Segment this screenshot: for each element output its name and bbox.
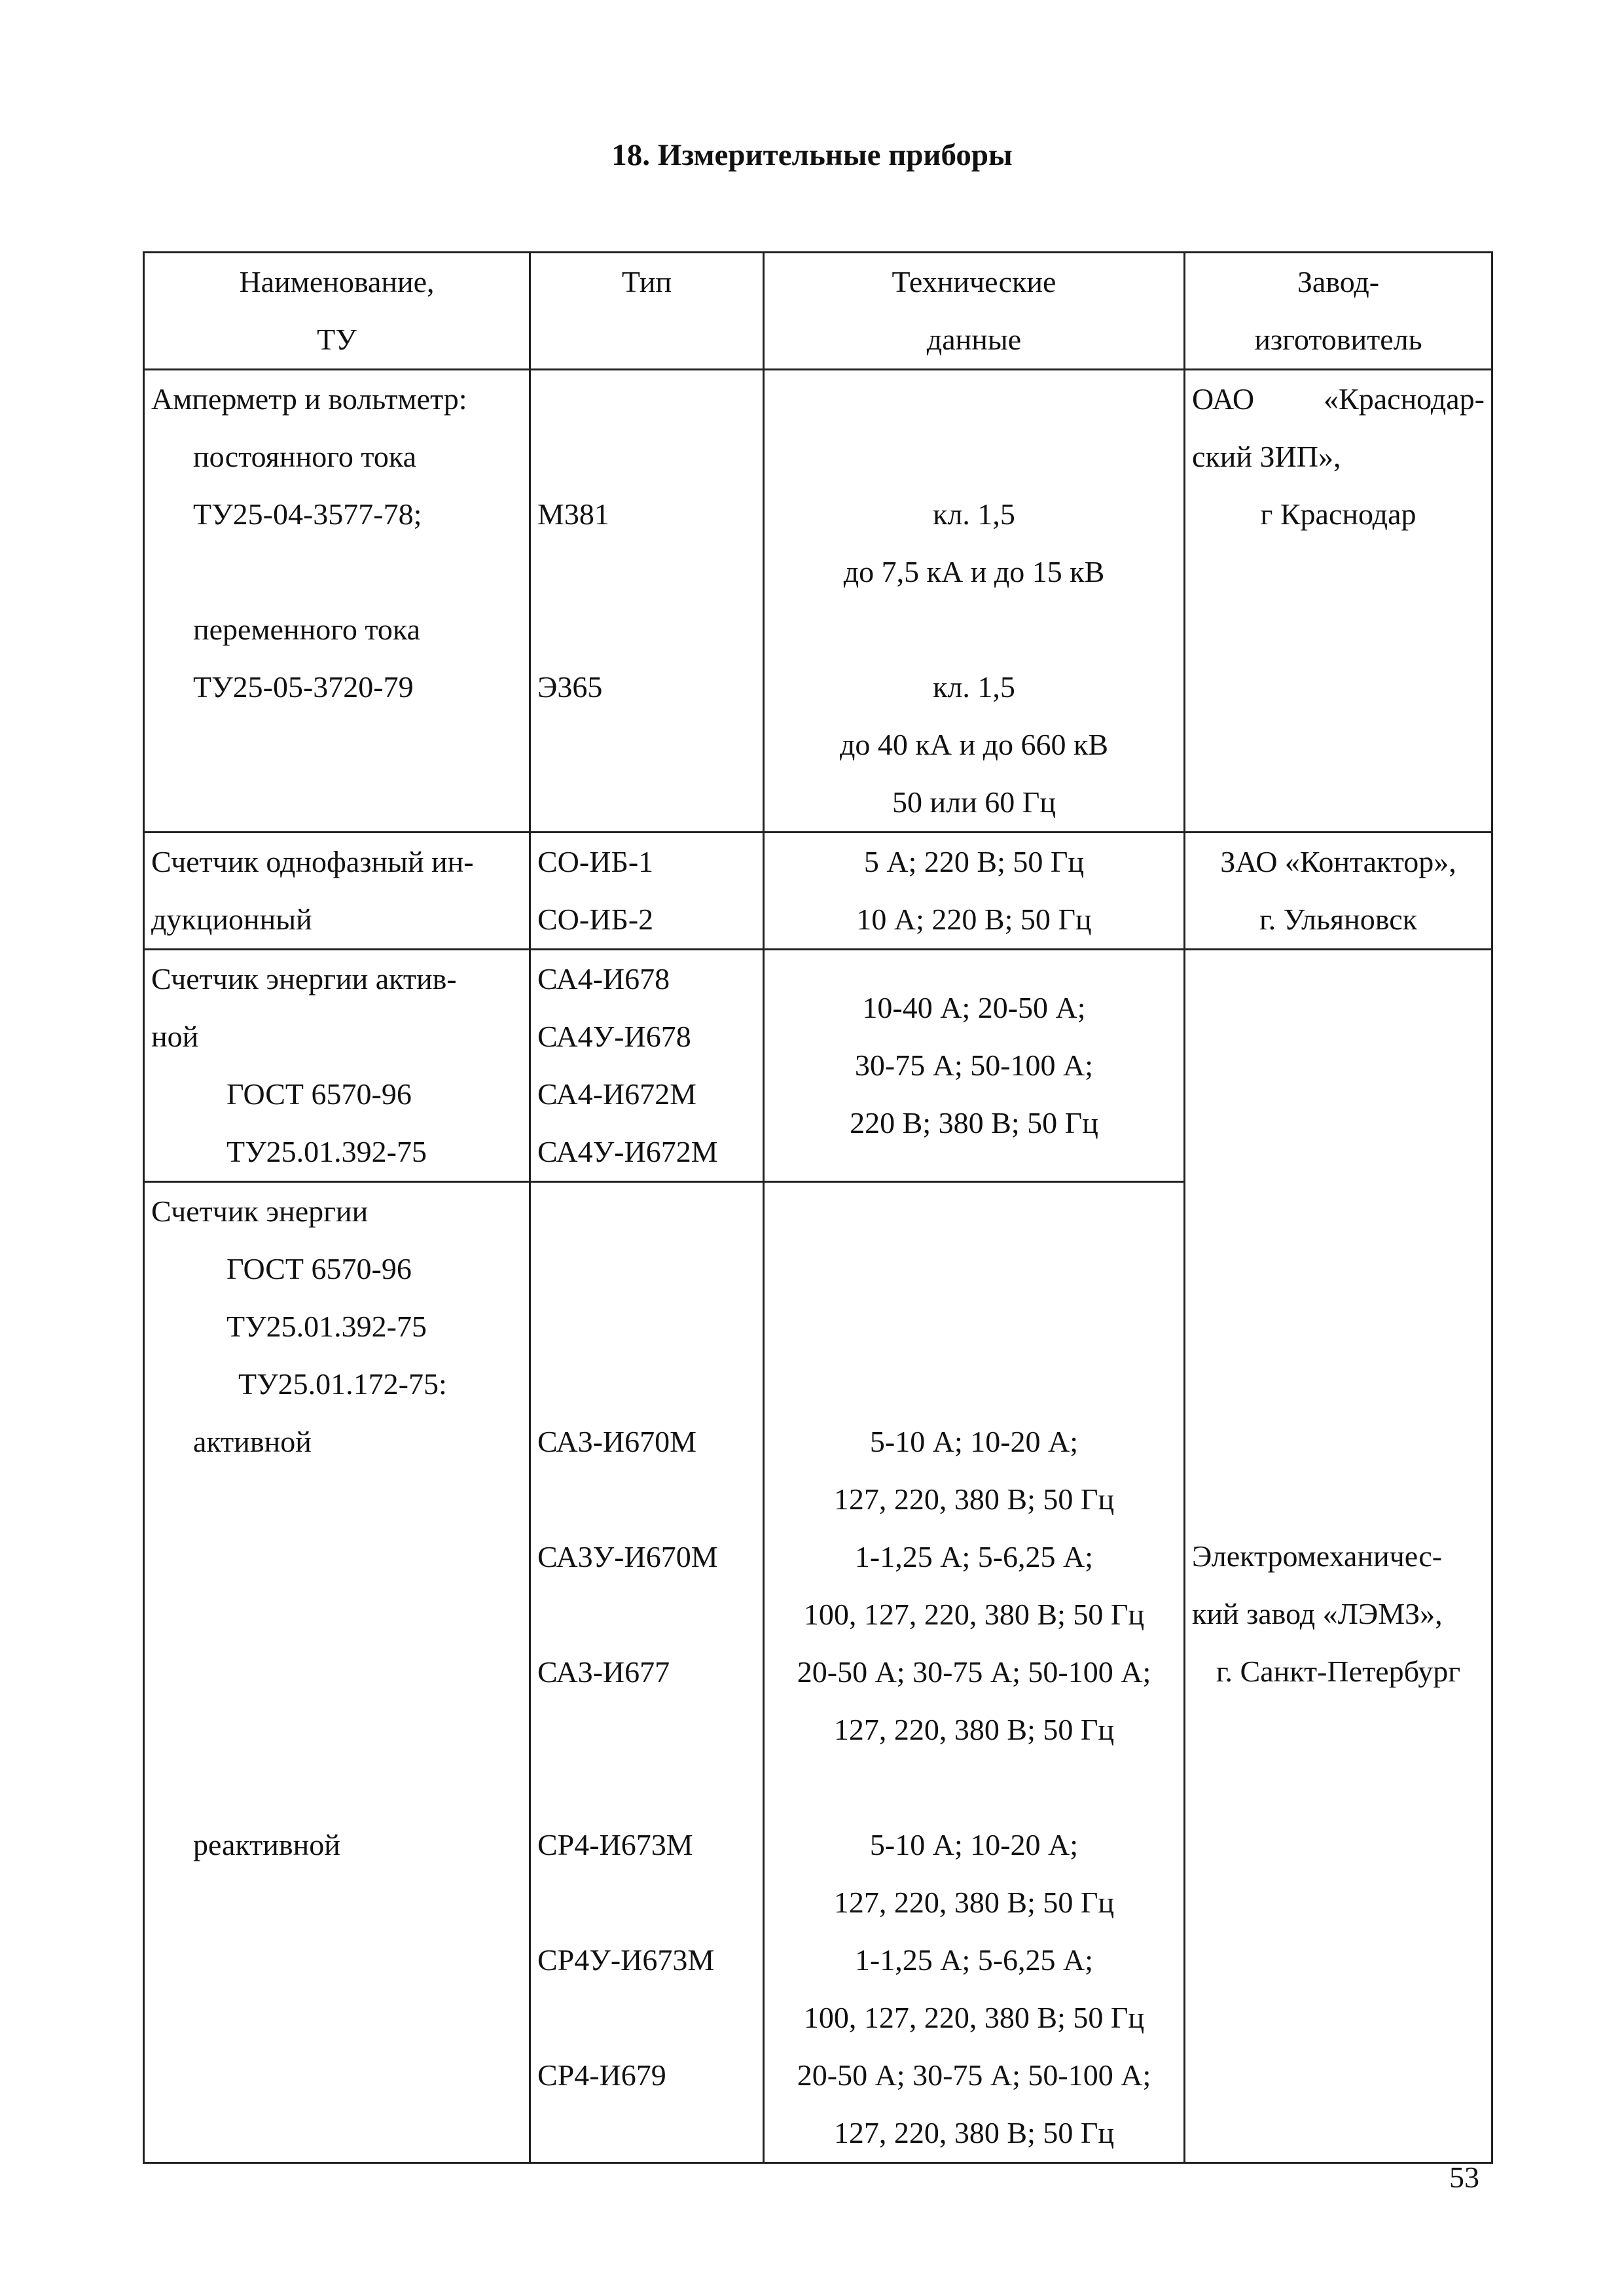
instruments-table xyxy=(143,251,1493,2164)
header-tech: Технические данные xyxy=(764,253,1185,370)
header-type: Тип xyxy=(530,253,764,370)
cell-type: СА3-И670М СА3У-И670М СА3-И677 СР4-И673М СР4У-И673М СР4-И679 xyxy=(530,1182,764,2163)
table-header-row xyxy=(144,253,1492,370)
table-row xyxy=(144,370,1492,833)
header-name: Наименование, ТУ xyxy=(144,253,530,370)
page-title: 18. Измерительные приборы xyxy=(611,138,1013,172)
cell-name: Счетчик энергии ГОСТ 6570-96 ТУ25.01.392-75 ТУ25.01.172-75: активной реактивной xyxy=(144,1182,530,2163)
cell-name: Счетчик однофазный ин- дукционный xyxy=(144,833,530,950)
cell-type: СО-ИБ-1 СО-ИБ-2 xyxy=(530,833,764,950)
cell-name: Счетчик энергии актив- ной ГОСТ 6570-96 ТУ25.01.392-75 xyxy=(144,950,530,1182)
table-row xyxy=(144,950,1492,1182)
cell-tech: 10-40 А; 20-50 А; 30-75 А; 50-100 А; 220 В; 380 В; 50 Гц xyxy=(764,950,1185,1182)
cell-maker: ОАО «Краснодар- ский ЗИП», г Краснодар xyxy=(1185,370,1492,833)
cell-tech: 5 А; 220 В; 50 Гц 10 А; 220 В; 50 Гц xyxy=(764,833,1185,950)
cell-maker-shared: Электромеханичес- кий завод «ЛЭМЗ», г. Санкт-Петербург xyxy=(1185,950,1492,2163)
cell-type: М381 Э365 xyxy=(530,370,764,833)
page-number: 53 xyxy=(1449,2161,1479,2194)
cell-tech: кл. 1,5 до 7,5 кА и до 15 кВ кл. 1,5 до 40 кА и до 660 кВ 50 или 60 Гц xyxy=(764,370,1185,833)
table-row xyxy=(144,833,1492,950)
header-maker: Завод- изготовитель xyxy=(1185,253,1492,370)
cell-type: СА4-И678 СА4У-И678 СА4-И672М СА4У-И672М xyxy=(530,950,764,1182)
cell-maker: ЗАО «Контактор», г. Ульяновск xyxy=(1185,833,1492,950)
cell-name: Амперметр и вольтметр: постоянного тока ТУ25-04-3577-78; переменного тока ТУ25-05-3720-79 xyxy=(144,370,530,833)
cell-tech: 5-10 А; 10-20 А; 127, 220, 380 В; 50 Гц 1-1,25 А; 5-6,25 А; 100, 127, 220, 380 В; 50 Гц 20-50 А; 30-75 А; 50-100 А; 127, 220, 380 В; 50 Гц 5-10 А; 10-20 А; 127, 220, 380 В; 50 Гц 1-1,25 А; 5-6,25 А; 100, 127, 220, 380 В; 50 Гц 20-50 А; 30-75 А; 50-100 А; 127, 220, 380 В; 50 Гц xyxy=(764,1182,1185,2163)
